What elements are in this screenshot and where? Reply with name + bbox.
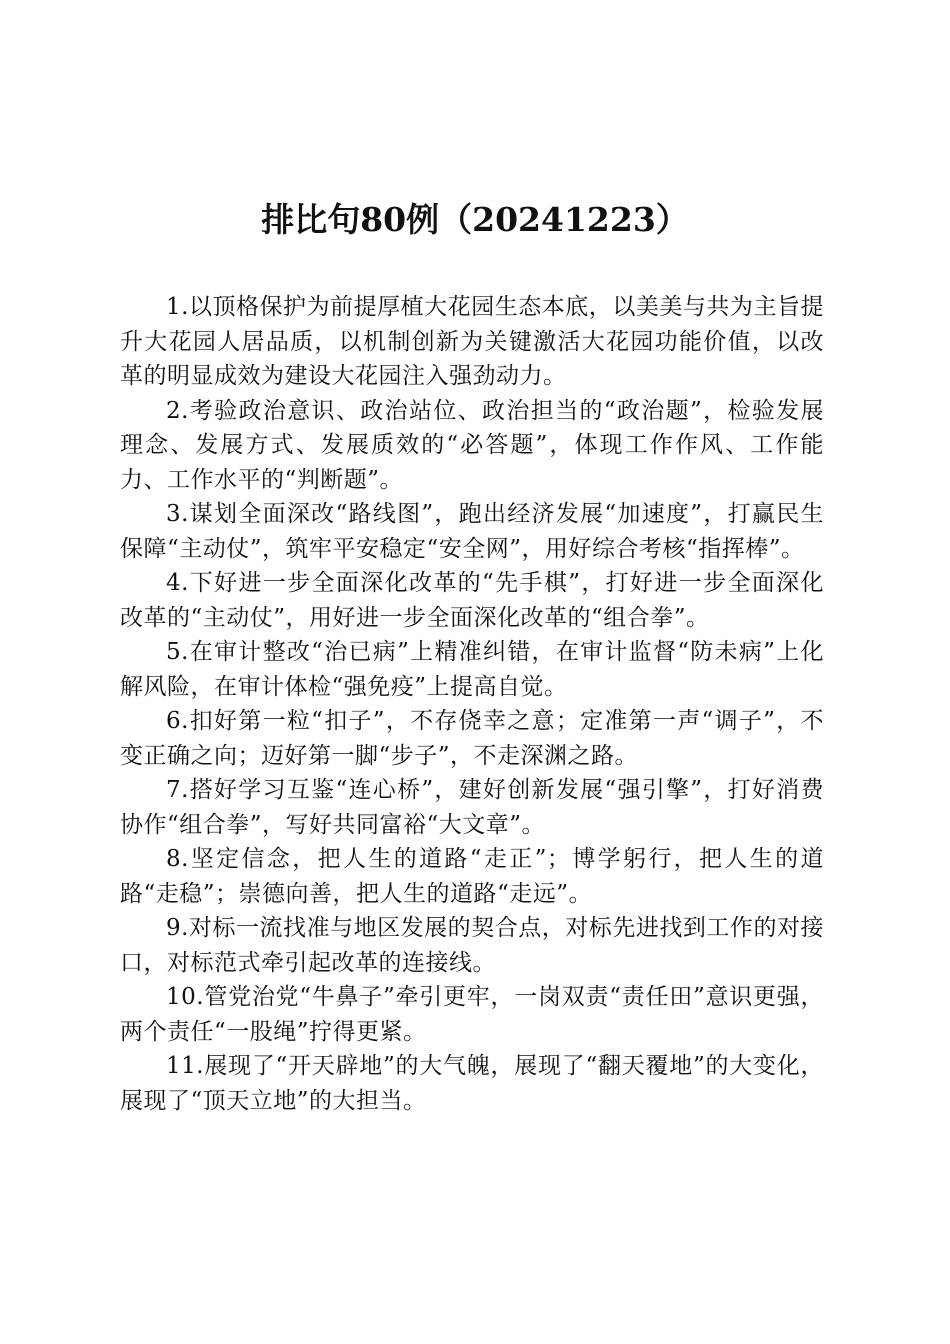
document-body [120,290,824,1118]
paragraph-5: 5.在审计整改“治已病”上精准纠错，在审计监督“防未病”上化解风险，在审计体检“强免疫”上提高自觉。 [120,639,824,700]
paragraph-7: 7.搭好学习互鉴“连心桥”，建好创新发展“强引擎”，打好消费协作“组合拳”，写好共同富裕“大文章”。 [120,777,824,838]
paragraph-10: 10.管党治党“牛鼻子”牵引更牢，一岗双责“责任田”意识更强，两个责任“一股绳”拧得更紧。 [120,984,824,1045]
paragraph-2: 2.考验政治意识、政治站位、政治担当的“政治题”，检验发展理念、发展方式、发展质效的“必答题”，体现工作作风、工作能力、工作水平的“判断题”。 [120,397,824,493]
paragraph-11: 11.展现了“开天辟地”的大气魄，展现了“翻天覆地”的大变化，展现了“顶天立地”的大担当。 [120,1053,824,1114]
paragraph-8: 8.坚定信念，把人生的道路“走正”；博学躬行，把人生的道路“走稳”；崇德向善，把人生的道路“走远”。 [120,846,824,907]
paragraph-3: 3.谋划全面深改“路线图”，跑出经济发展“加速度”，打赢民生保障“主动仗”，筑牢平安稳定“安全网”，用好综合考核“指挥棒”。 [120,501,824,562]
document-title: 排比句80例（20241223） [261,200,689,239]
paragraph-6: 6.扣好第一粒“扣子”，不存侥幸之意；定准第一声“调子”，不变正确之向；迈好第一脚“步子”，不走深渊之路。 [120,708,824,769]
paragraph-1: 1.以顶格保护为前提厚植大花园生态本底，以美美与共为主旨提升大花园人居品质，以机制创新为关键激活大花园功能价值，以改革的明显成效为建设大花园注入强劲动力。 [120,294,824,389]
paragraph-9: 9.对标一流找准与地区发展的契合点，对标先进找到工作的对接口，对标范式牵引起改革的连接线。 [120,915,824,976]
paragraph-4: 4.下好进一步全面深化改革的“先手棋”，打好进一步全面深化改革的“主动仗”，用好进一步全面深化改革的“组合拳”。 [120,570,824,631]
